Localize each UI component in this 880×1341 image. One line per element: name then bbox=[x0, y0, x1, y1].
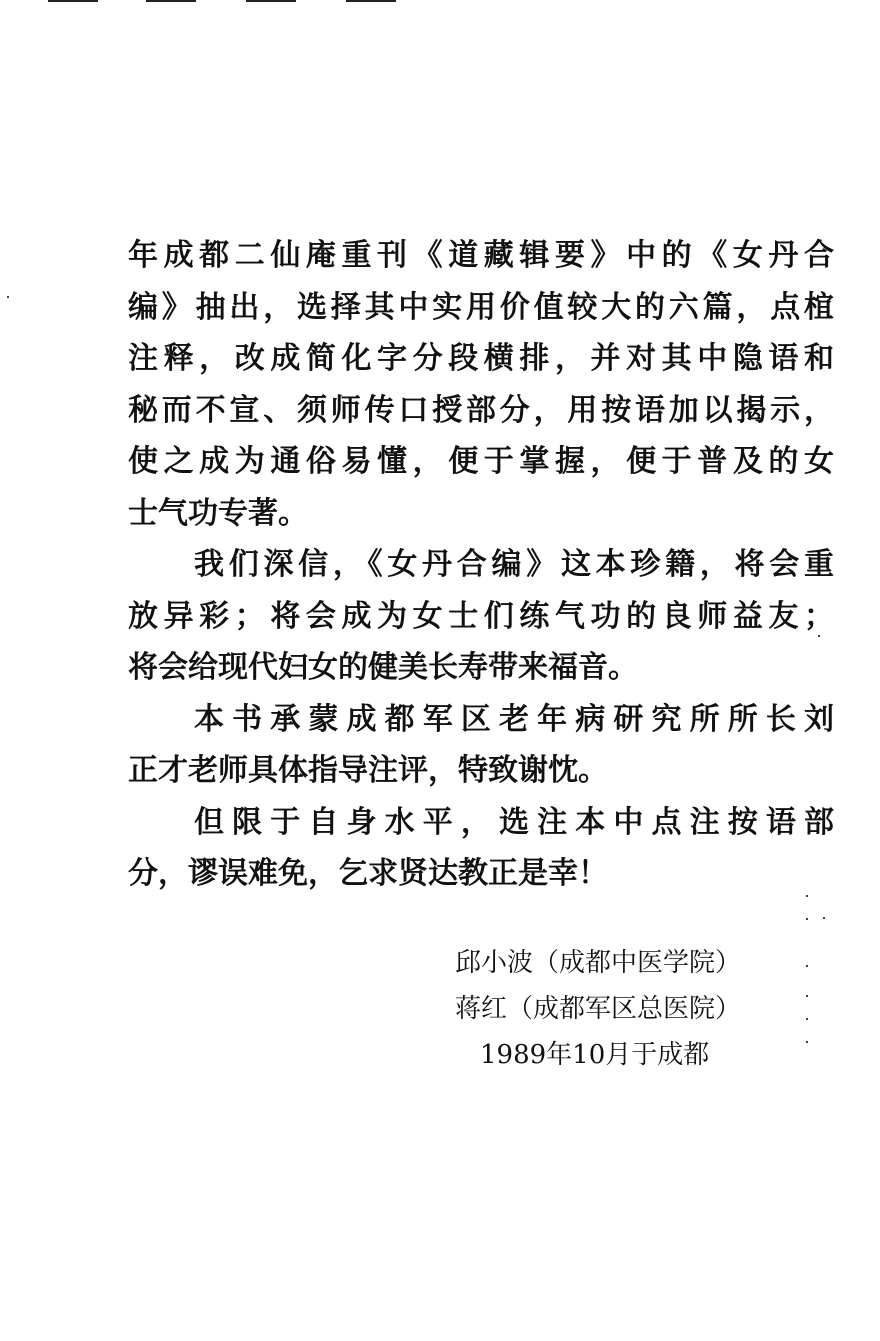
author-line-1: 邱小波（成都中医学院） bbox=[455, 948, 742, 978]
text-line: 使之成为通俗易懂，便于掌握，便于普及的女 bbox=[128, 444, 834, 479]
text-line: 正才老师具体指导注评，特致谢忱。 bbox=[128, 753, 608, 788]
top-rule-2 bbox=[146, 0, 196, 2]
text-line: 注释，改成简化字分段横排，并对其中隐语和 bbox=[128, 341, 834, 376]
text-line: 但限于自身水平，选注本中点注按语部 bbox=[194, 804, 834, 840]
scan-mark bbox=[806, 918, 808, 920]
author-line-2: 蒋红（成都军区总医院） bbox=[455, 994, 742, 1024]
signature-block bbox=[455, 940, 785, 1078]
date-line: 1989年10月于成都 bbox=[480, 1040, 710, 1070]
scan-mark bbox=[806, 965, 808, 967]
text-line: 士气功专著。 bbox=[128, 495, 308, 531]
text-line: 将会给现代妇女的健美长寿带来福音。 bbox=[128, 650, 638, 685]
scan-mark bbox=[823, 917, 825, 919]
text-line: 放异彩；将会成为女士们练气功的良师益友； bbox=[128, 598, 834, 634]
text-line: 分，谬误难免，乞求贤达教正是幸！ bbox=[128, 856, 608, 891]
scan-mark bbox=[7, 296, 9, 298]
text-line: 编》抽出，选择其中实用价值较大的六篇，点椬 bbox=[128, 289, 834, 325]
text-line: 秘而不宣、须师传口授部分，用按语加以揭示， bbox=[128, 392, 834, 428]
scan-mark bbox=[806, 1018, 808, 1020]
text-line: 我们深信，《女丹合编》这本珍籍，将会重 bbox=[194, 547, 834, 582]
top-rule-3 bbox=[246, 0, 296, 2]
scan-mark bbox=[806, 1041, 808, 1043]
body-text bbox=[128, 230, 834, 900]
text-line: 年成都二仙庵重刊《道藏辑要》中的《女丹合 bbox=[128, 238, 834, 273]
text-line: 本书承蒙成都军区老年病研究所所长刘 bbox=[194, 701, 834, 737]
top-rule-1 bbox=[48, 0, 98, 2]
scan-mark bbox=[806, 995, 808, 997]
top-rule-4 bbox=[346, 0, 396, 2]
